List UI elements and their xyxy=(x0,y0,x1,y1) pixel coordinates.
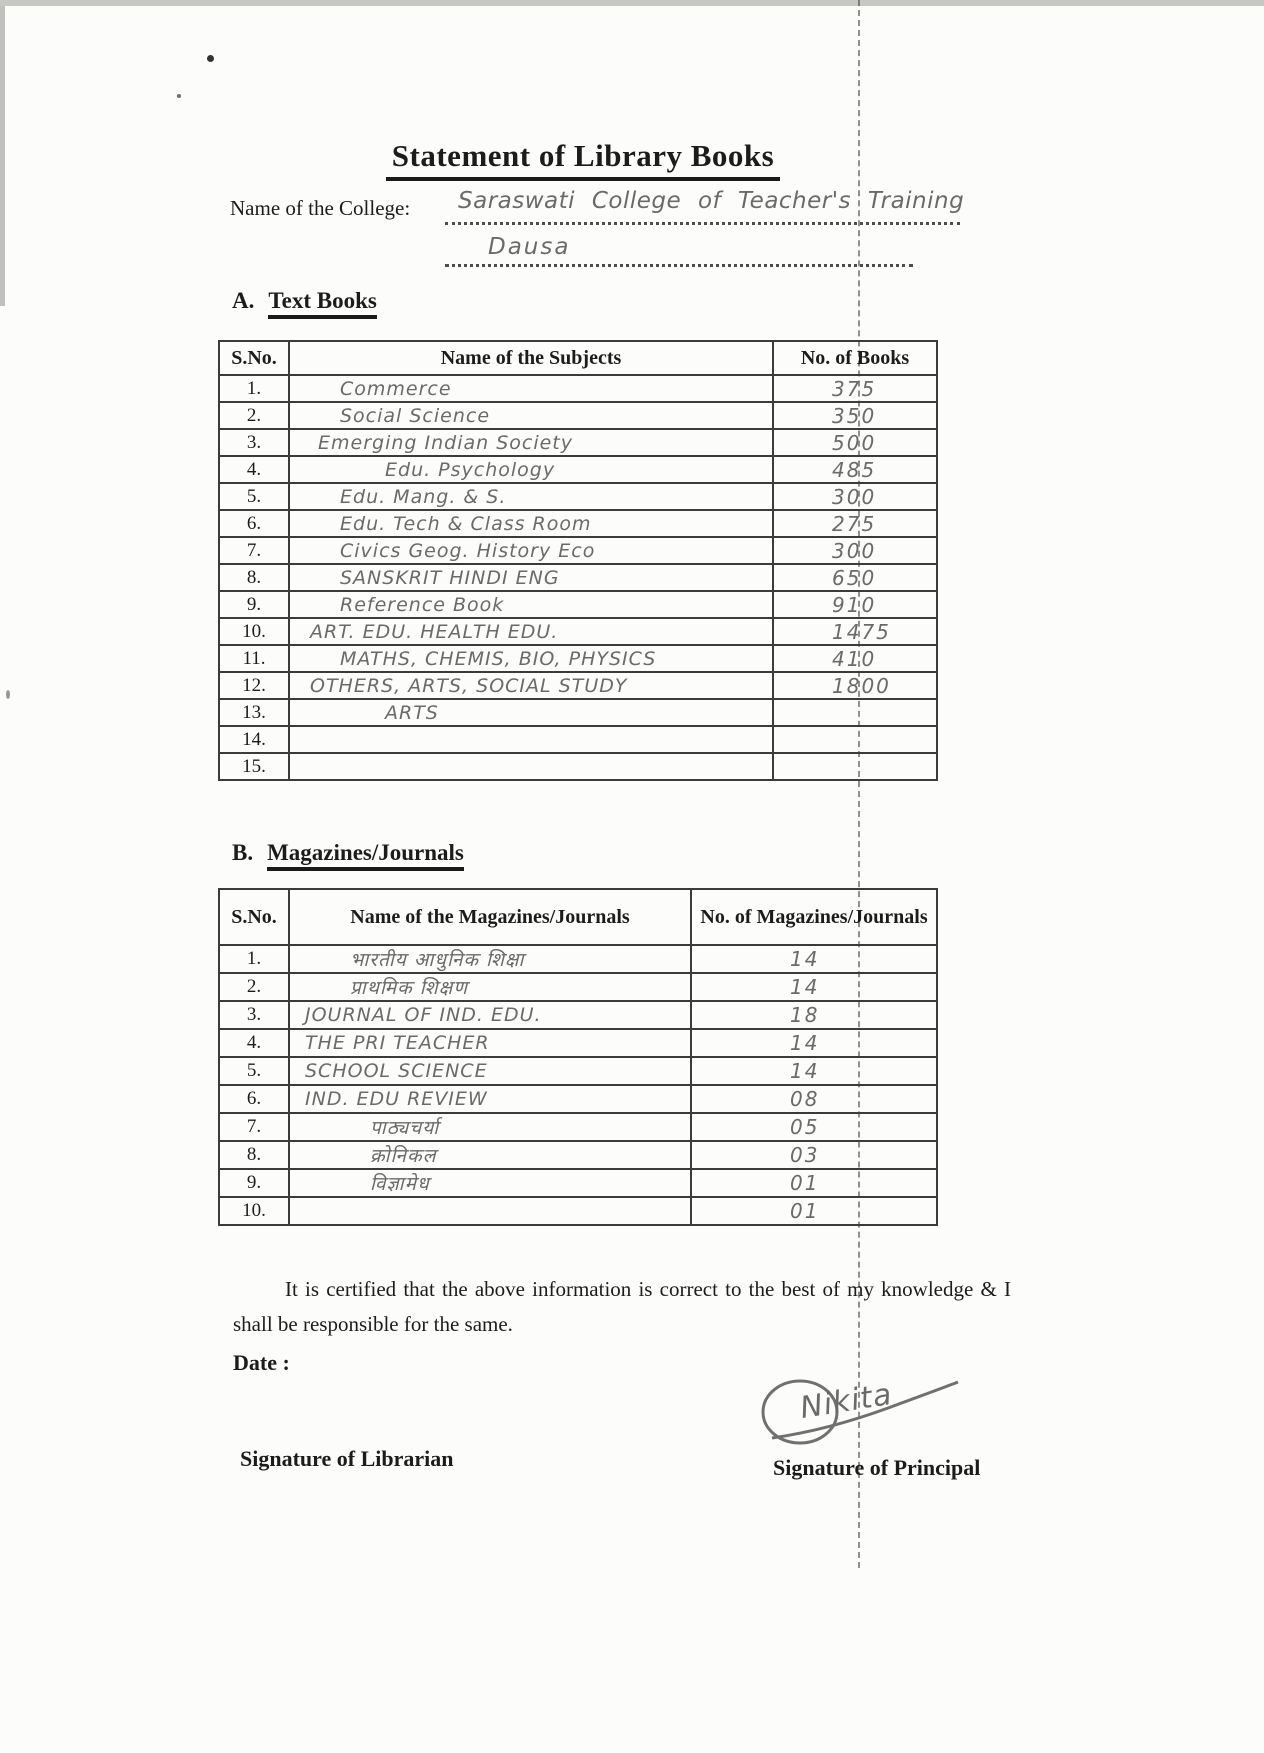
college-city-handwritten: Dausa xyxy=(488,234,571,260)
row-count: 01 xyxy=(691,1169,937,1197)
row-count: 05 xyxy=(691,1113,937,1141)
row-subject: Edu. Tech & Class Room xyxy=(289,510,773,537)
row-sno: 8. xyxy=(219,1141,289,1169)
table-row xyxy=(219,753,937,780)
principal-signature xyxy=(758,1372,968,1452)
text-books-table xyxy=(218,340,938,781)
row-sno: 1. xyxy=(219,945,289,973)
section-b-heading xyxy=(232,840,464,866)
row-count: 14 xyxy=(691,945,937,973)
section-a-heading xyxy=(232,288,377,314)
row-subject: Social Science xyxy=(289,402,773,429)
row-count xyxy=(773,753,937,780)
row-subject: Reference Book xyxy=(289,591,773,618)
row-count xyxy=(773,726,937,753)
table-row xyxy=(219,456,937,483)
certification-text: It is certified that the above information is correct to the best of my knowledge & I shall be responsible for the same. xyxy=(233,1277,1011,1336)
row-magazine: THE PRI TEACHER xyxy=(289,1029,691,1057)
table-row xyxy=(219,726,937,753)
row-magazine: पाठ्यचर्या xyxy=(289,1113,691,1141)
header-subject: Name of the Subjects xyxy=(289,341,773,375)
row-sno: 14. xyxy=(219,726,289,753)
table-header-row xyxy=(219,889,937,945)
table-row xyxy=(219,699,937,726)
row-count: 08 xyxy=(691,1085,937,1113)
row-subject xyxy=(289,726,773,753)
row-subject: Emerging Indian Society xyxy=(289,429,773,456)
row-subject: Commerce xyxy=(289,375,773,402)
row-magazine: विज्ञामेध xyxy=(289,1169,691,1197)
table-row xyxy=(219,1001,937,1029)
row-magazine: प्राथमिक शिक्षण xyxy=(289,973,691,1001)
row-sno: 3. xyxy=(219,1001,289,1029)
table-header-row xyxy=(219,341,937,375)
college-name-handwritten: Saraswati College of Teacher's Training xyxy=(458,188,965,214)
row-sno: 6. xyxy=(219,510,289,537)
row-count: 14 xyxy=(691,1057,937,1085)
magazines-journals-table xyxy=(218,888,938,1226)
row-count: 300 xyxy=(773,537,937,564)
table-row xyxy=(219,1085,937,1113)
row-sno: 7. xyxy=(219,1113,289,1141)
row-magazine: JOURNAL OF IND. EDU. xyxy=(289,1001,691,1029)
row-count: 300 xyxy=(773,483,937,510)
row-count: 14 xyxy=(691,973,937,1001)
row-sno: 10. xyxy=(219,1197,289,1225)
row-count: 01 xyxy=(691,1197,937,1225)
scan-edge-left xyxy=(0,6,5,306)
signature-of-librarian-label: Signature of Librarian xyxy=(240,1446,454,1471)
date-label: Date : xyxy=(233,1350,290,1375)
row-magazine: भारतीय आधुनिक शिक्षा xyxy=(289,945,691,973)
table-row xyxy=(219,510,937,537)
table-row xyxy=(219,564,937,591)
table-row xyxy=(219,1141,937,1169)
header-sno: S.No. xyxy=(219,889,289,945)
scan-speck xyxy=(6,690,10,699)
table-row xyxy=(219,618,937,645)
scan-speck xyxy=(207,55,214,62)
row-subject: ARTS xyxy=(289,699,773,726)
header-books: No. of Books xyxy=(773,341,937,375)
row-sno: 4. xyxy=(219,1029,289,1057)
row-count: 910 xyxy=(773,591,937,618)
row-count: 500 xyxy=(773,429,937,456)
row-count: 650 xyxy=(773,564,937,591)
signature-of-principal-label: Signature of Principal xyxy=(773,1455,981,1480)
row-sno: 2. xyxy=(219,402,289,429)
row-count: 03 xyxy=(691,1141,937,1169)
row-subject: MATHS, CHEMIS, BIO, PHYSICS xyxy=(289,645,773,672)
table-row xyxy=(219,645,937,672)
row-count: 18 xyxy=(691,1001,937,1029)
header-magazine: Name of the Magazines/Journals xyxy=(289,889,691,945)
table-row xyxy=(219,429,937,456)
row-sno: 10. xyxy=(219,618,289,645)
row-count: 1475 xyxy=(773,618,937,645)
row-sno: 5. xyxy=(219,483,289,510)
table-row xyxy=(219,1029,937,1057)
row-subject: SANSKRIT HINDI ENG xyxy=(289,564,773,591)
row-magazine: SCHOOL SCIENCE xyxy=(289,1057,691,1085)
college-name-line2 xyxy=(445,264,913,267)
college-name-line xyxy=(445,222,960,225)
row-sno: 15. xyxy=(219,753,289,780)
row-count: 14 xyxy=(691,1029,937,1057)
row-sno: 11. xyxy=(219,645,289,672)
table-row xyxy=(219,1197,937,1225)
table-row xyxy=(219,591,937,618)
row-subject: OTHERS, ARTS, SOCIAL STUDY xyxy=(289,672,773,699)
row-sno: 3. xyxy=(219,429,289,456)
table-row xyxy=(219,375,937,402)
table-row xyxy=(219,537,937,564)
row-sno: 2. xyxy=(219,973,289,1001)
section-a-title: Text Books xyxy=(268,288,376,319)
signature-name: Nikita xyxy=(797,1376,895,1427)
row-sno: 9. xyxy=(219,591,289,618)
row-sno: 13. xyxy=(219,699,289,726)
row-sno: 1. xyxy=(219,375,289,402)
row-count: 1800 xyxy=(773,672,937,699)
row-magazine xyxy=(289,1197,691,1225)
section-a-letter: A. xyxy=(232,288,255,313)
row-magazine: IND. EDU REVIEW xyxy=(289,1085,691,1113)
row-count xyxy=(773,699,937,726)
scan-speck xyxy=(177,94,181,98)
section-b-letter: B. xyxy=(232,840,254,865)
row-sno: 8. xyxy=(219,564,289,591)
row-magazine: क्रोनिकल xyxy=(289,1141,691,1169)
row-subject: Edu. Psychology xyxy=(289,456,773,483)
row-count: 485 xyxy=(773,456,937,483)
section-b-title: Magazines/Journals xyxy=(267,840,464,871)
row-sno: 4. xyxy=(219,456,289,483)
row-sno: 12. xyxy=(219,672,289,699)
row-count: 410 xyxy=(773,645,937,672)
table-row xyxy=(219,402,937,429)
row-count: 375 xyxy=(773,375,937,402)
table-row xyxy=(219,973,937,1001)
table-row xyxy=(219,1113,937,1141)
header-magazines-count: No. of Magazines/Journals xyxy=(691,889,937,945)
row-subject xyxy=(289,753,773,780)
college-name-label: Name of the College: xyxy=(230,196,411,220)
table-row xyxy=(219,672,937,699)
table-row xyxy=(219,945,937,973)
table-row xyxy=(219,1057,937,1085)
row-count: 350 xyxy=(773,402,937,429)
row-subject: Edu. Mang. & S. xyxy=(289,483,773,510)
row-count: 275 xyxy=(773,510,937,537)
table-row xyxy=(219,1169,937,1197)
table-row xyxy=(219,483,937,510)
row-sno: 7. xyxy=(219,537,289,564)
row-subject: Civics Geog. History Eco xyxy=(289,537,773,564)
row-sno: 9. xyxy=(219,1169,289,1197)
header-sno: S.No. xyxy=(219,341,289,375)
row-sno: 5. xyxy=(219,1057,289,1085)
row-subject: ART. EDU. HEALTH EDU. xyxy=(289,618,773,645)
page-title: Statement of Library Books xyxy=(386,138,780,181)
scan-edge-top xyxy=(0,0,1264,6)
row-sno: 6. xyxy=(219,1085,289,1113)
